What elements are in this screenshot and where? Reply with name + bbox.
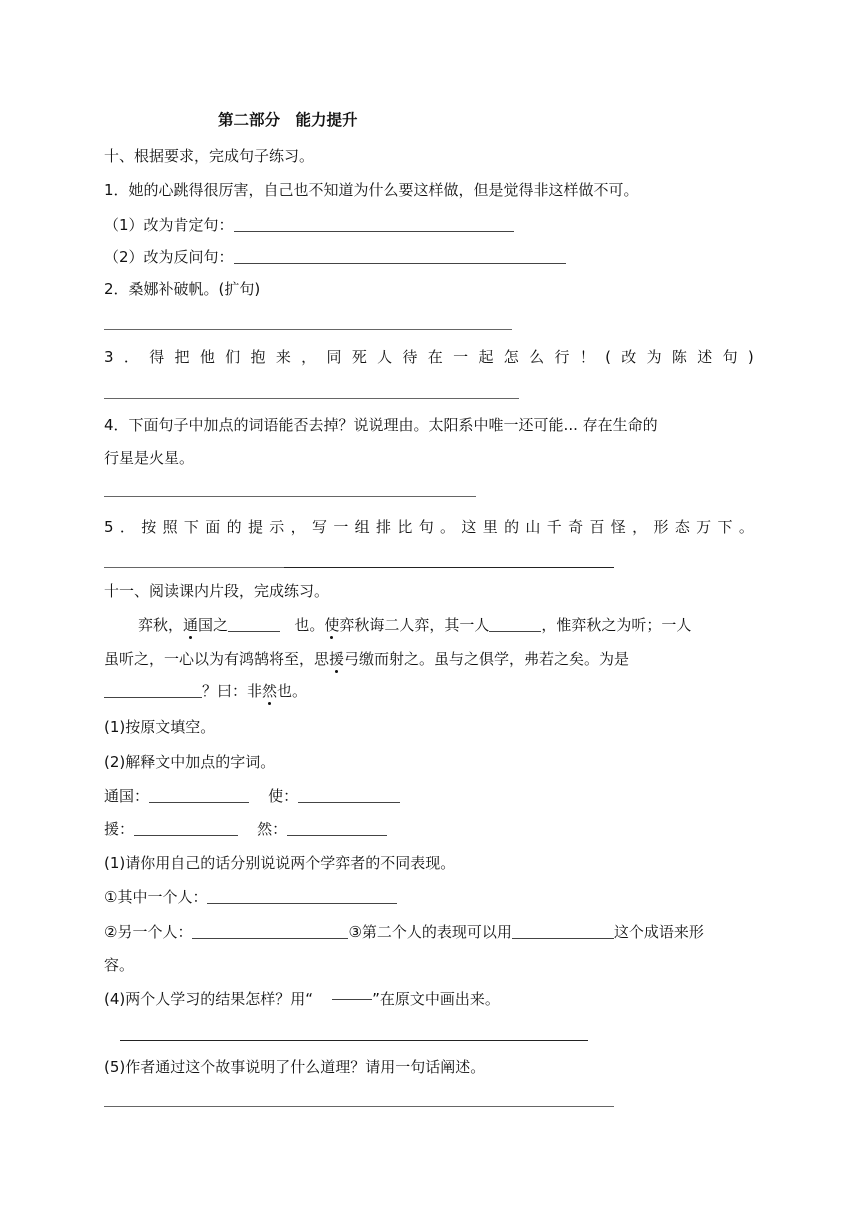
q11-sub5: (5)作者通过这个故事说明了什么道理？请用一句话阐述。 <box>104 1058 486 1076</box>
justified-char: 人 <box>377 348 393 366</box>
r2-label: ②另一个人： <box>104 923 193 941</box>
q10-item2: 2．桑娜补破帆。(扩句) <box>104 280 261 298</box>
justified-char: 同 <box>326 348 342 366</box>
passage-text: 也。 <box>294 616 325 634</box>
passage-text: 弓缴而射之。虽与之俱学，弗若之矣。为是 <box>344 650 630 668</box>
justified-char: 。 <box>440 518 456 536</box>
justified-char: 态 <box>674 518 690 536</box>
q11-heading: 十一、阅读课内片段，完成练习。 <box>104 582 330 600</box>
word-row-2 <box>104 819 387 839</box>
justified-char: 万 <box>696 518 712 536</box>
justified-char: 5 <box>104 518 114 536</box>
r1-label: ①其中一个人： <box>104 888 208 906</box>
word-label-ran: 然： <box>257 820 288 838</box>
justified-char: 山 <box>525 518 541 536</box>
r3-label-end: 这个成语来形 <box>613 923 704 941</box>
justified-char: 怪 <box>610 518 626 536</box>
q10-item4-line1: 4．下面句子中加点的词语能否去掉？说说理由。太阳系中唯一还可能... 存在生命的 <box>104 416 658 434</box>
blank-tongguo[interactable] <box>149 802 249 803</box>
justified-char: 来 <box>275 348 291 366</box>
blank-person-one[interactable] <box>207 903 397 904</box>
passage-blank-3[interactable] <box>104 697 202 698</box>
justified-char: 照 <box>162 518 178 536</box>
q10-item1: 1．她的心跳得很厉害，自己也不知道为什么要这样做，但是觉得非这样做不可。 <box>104 181 639 199</box>
blank-person-two[interactable] <box>192 938 348 939</box>
answer-line-item5-left[interactable] <box>104 567 284 568</box>
justified-char: 示 <box>269 518 285 536</box>
answer-blank-rhetorical[interactable] <box>234 263 566 264</box>
passage-text: ，惟弈秋之为听；一人 <box>541 616 692 634</box>
q10-item5 <box>104 517 754 537</box>
justified-char: 死 <box>351 348 367 366</box>
q11-sub3: (1)请你用自己的话分别说说两个学弈者的不同表现。 <box>104 854 456 872</box>
justified-char: 下 <box>717 518 733 536</box>
justified-char: 一 <box>333 518 349 536</box>
justified-char: 把 <box>174 348 190 366</box>
passage-text: 国之 <box>198 616 229 634</box>
justified-char: 句 <box>722 348 738 366</box>
justified-char: 里 <box>482 518 498 536</box>
passage-blank-2[interactable] <box>489 631 541 632</box>
blank-ran[interactable] <box>287 835 387 836</box>
r3-label: ③第二个人的表现可以用 <box>348 923 512 941</box>
answer-blank-affirmative[interactable] <box>234 231 514 232</box>
q11-sub1: (1)按原文填空。 <box>104 718 216 736</box>
dotted-char-ran: 然 <box>262 682 278 700</box>
justified-char: 待 <box>402 348 418 366</box>
justified-char: 面 <box>205 518 221 536</box>
justified-char: 奇 <box>568 518 584 536</box>
answer-line-item5-right[interactable] <box>284 567 614 568</box>
blank-shi[interactable] <box>298 802 400 803</box>
q10-item1-sub1 <box>104 215 514 235</box>
justified-char: 千 <box>546 518 562 536</box>
passage-text: 弈秋， <box>138 616 184 634</box>
justified-char: 抱 <box>250 348 266 366</box>
q11-sub2: (2)解释文中加点的字词。 <box>104 753 276 771</box>
justified-char: 起 <box>478 348 494 366</box>
answer-line-sub5[interactable] <box>104 1106 614 1107</box>
justified-char: 按 <box>141 518 157 536</box>
justified-char: ！ <box>579 348 595 366</box>
justified-char: 们 <box>225 348 241 366</box>
q10-item1-sub2 <box>104 247 566 267</box>
justified-char: 陈 <box>671 348 687 366</box>
underline-marker-sample <box>332 999 372 1000</box>
justified-char: 写 <box>311 518 327 536</box>
answer-line-item4[interactable] <box>104 496 476 497</box>
justified-char: 下 <box>183 518 199 536</box>
q11-sub4 <box>104 989 500 1009</box>
passage-text: 虽听之，一心以为有鸿鹄将至，思 <box>104 650 330 668</box>
justified-char: 组 <box>354 518 370 536</box>
word-label-shi: 使： <box>268 787 299 805</box>
q11-r2 <box>104 922 704 942</box>
justified-char: 的 <box>226 518 242 536</box>
justified-char: 为 <box>646 348 662 366</box>
answer-line-sub4[interactable] <box>120 1040 588 1041</box>
word-label-tongguo: 通国： <box>104 787 150 805</box>
justified-char: 提 <box>247 518 263 536</box>
justified-char: ) <box>747 348 754 366</box>
passage-blank-1[interactable] <box>228 631 280 632</box>
justified-char: 他 <box>199 348 215 366</box>
passage-line-3 <box>104 681 307 701</box>
sub4-text: (4)两个人学习的结果怎样？用“ <box>104 990 314 1008</box>
justified-char: ， <box>301 348 317 366</box>
q11-r1 <box>104 887 397 907</box>
word-row-1 <box>104 786 400 806</box>
q11-r3-cont: 容。 <box>104 956 135 974</box>
justified-char: 一 <box>453 348 469 366</box>
dotted-char-tong: 通 <box>183 616 199 634</box>
justified-char: 比 <box>397 518 413 536</box>
passage-text: 也。 <box>277 682 308 700</box>
justified-char: 这 <box>461 518 477 536</box>
word-label-yuan: 援： <box>104 820 135 838</box>
dotted-char-shi: 使 <box>324 616 340 634</box>
justified-char: ( <box>605 348 611 366</box>
justified-char: 行 <box>554 348 570 366</box>
q10-heading: 十、根据要求，完成句子练习。 <box>104 147 315 165</box>
justified-char: 3 <box>104 348 114 366</box>
justified-char: ． <box>119 518 135 536</box>
justified-char: 得 <box>149 348 165 366</box>
q10-item4-line2: 行星是火星。 <box>104 449 195 467</box>
passage-text: ？曰：非 <box>202 682 263 700</box>
passage-line-2 <box>104 649 629 669</box>
blank-idiom[interactable] <box>512 938 614 939</box>
justified-char: 句 <box>418 518 434 536</box>
justified-char: ， <box>632 518 648 536</box>
justified-char: 。 <box>738 518 754 536</box>
justified-char: 的 <box>504 518 520 536</box>
justified-char: ， <box>290 518 306 536</box>
q10-item1-sub2-label: （2）改为反问句： <box>104 248 234 266</box>
q10-item3 <box>104 347 754 367</box>
sub4-text-end: ”在原文中画出来。 <box>372 990 500 1008</box>
dotted-char-yuan: 援 <box>329 650 345 668</box>
blank-yuan[interactable] <box>134 835 238 836</box>
passage-line-1 <box>138 615 691 635</box>
justified-char: 排 <box>376 518 392 536</box>
justified-char: 么 <box>529 348 545 366</box>
justified-char: 怎 <box>503 348 519 366</box>
justified-char: ． <box>123 348 139 366</box>
justified-char: 百 <box>589 518 605 536</box>
answer-line-item3[interactable] <box>104 398 519 399</box>
justified-char: 改 <box>621 348 637 366</box>
section-title: 第二部分 能力提升 <box>218 111 358 129</box>
justified-char: 在 <box>427 348 443 366</box>
answer-line-item2[interactable] <box>104 329 512 330</box>
passage-text: 弈秋诲二人弈，其一人 <box>339 616 490 634</box>
justified-char: 形 <box>653 518 669 536</box>
justified-char: 述 <box>697 348 713 366</box>
q10-item1-sub1-label: （1）改为肯定句： <box>104 216 234 234</box>
